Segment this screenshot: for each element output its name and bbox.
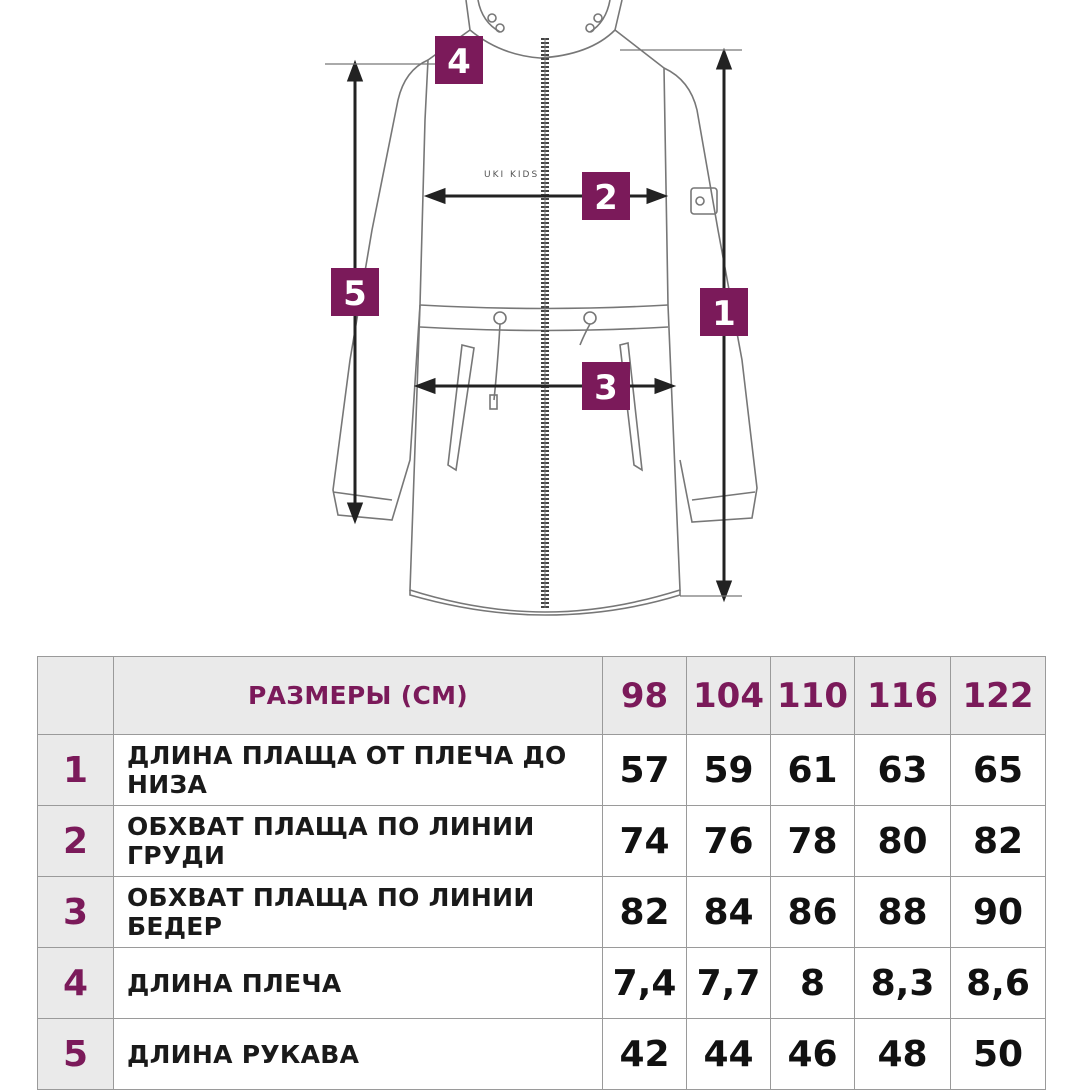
table-cell: 82 xyxy=(951,806,1046,877)
table-cell: 8,6 xyxy=(951,948,1046,1019)
measurement-lines xyxy=(325,50,742,598)
table-cell: 8,3 xyxy=(855,948,951,1019)
table-cell: 59 xyxy=(687,735,771,806)
table-row xyxy=(38,877,1046,948)
table-cell: 88 xyxy=(855,877,951,948)
table-row xyxy=(38,948,1046,1019)
table-cell: 46 xyxy=(771,1019,855,1090)
table-header-row xyxy=(38,657,1046,735)
row-number: 1 xyxy=(38,735,114,806)
table-cell: 78 xyxy=(771,806,855,877)
size-header: 110 xyxy=(771,657,855,735)
row-label: ОБХВАТ ПЛАЩА ПО ЛИНИИ БЕДЕР xyxy=(114,877,603,948)
header-label: РАЗМЕРЫ (СМ) xyxy=(114,657,603,735)
table-cell: 84 xyxy=(687,877,771,948)
table-cell: 7,7 xyxy=(687,948,771,1019)
svg-text:1: 1 xyxy=(712,294,736,334)
size-header: 104 xyxy=(687,657,771,735)
size-header: 98 xyxy=(603,657,687,735)
table-cell: 74 xyxy=(603,806,687,877)
table-cell: 48 xyxy=(855,1019,951,1090)
badge-5 xyxy=(331,268,379,316)
size-header: 122 xyxy=(951,657,1046,735)
row-number: 2 xyxy=(38,806,114,877)
badge-1 xyxy=(700,288,748,336)
table-row xyxy=(38,1019,1046,1090)
table-cell: 61 xyxy=(771,735,855,806)
table-cell: 50 xyxy=(951,1019,1046,1090)
svg-text:3: 3 xyxy=(594,368,618,408)
table-cell: 7,4 xyxy=(603,948,687,1019)
badge-4 xyxy=(435,36,483,84)
row-number: 4 xyxy=(38,948,114,1019)
size-header: 116 xyxy=(855,657,951,735)
table-cell: 86 xyxy=(771,877,855,948)
table-row xyxy=(38,806,1046,877)
table-cell: 63 xyxy=(855,735,951,806)
table-cell: 82 xyxy=(603,877,687,948)
svg-text:2: 2 xyxy=(594,178,618,218)
row-label: ДЛИНА РУКАВА xyxy=(114,1019,603,1090)
badge-3 xyxy=(582,362,630,410)
row-label: ДЛИНА ПЛЕЧА xyxy=(114,948,603,1019)
svg-text:5: 5 xyxy=(343,274,367,314)
brand-label: UKI KIDS xyxy=(484,170,540,180)
row-label: ДЛИНА ПЛАЩА ОТ ПЛЕЧА ДО НИЗА xyxy=(114,735,603,806)
table-cell: 76 xyxy=(687,806,771,877)
table-cell: 42 xyxy=(603,1019,687,1090)
svg-text:4: 4 xyxy=(447,42,471,82)
table-row xyxy=(38,735,1046,806)
table-cell: 8 xyxy=(771,948,855,1019)
row-number: 5 xyxy=(38,1019,114,1090)
table-cell: 65 xyxy=(951,735,1046,806)
row-number: 3 xyxy=(38,877,114,948)
size-table xyxy=(37,656,1046,1090)
badge-2 xyxy=(582,172,630,220)
table-cell: 80 xyxy=(855,806,951,877)
header-corner xyxy=(38,657,114,735)
table-cell: 57 xyxy=(603,735,687,806)
table-cell: 90 xyxy=(951,877,1046,948)
table-cell: 44 xyxy=(687,1019,771,1090)
row-label: ОБХВАТ ПЛАЩА ПО ЛИНИИ ГРУДИ xyxy=(114,806,603,877)
